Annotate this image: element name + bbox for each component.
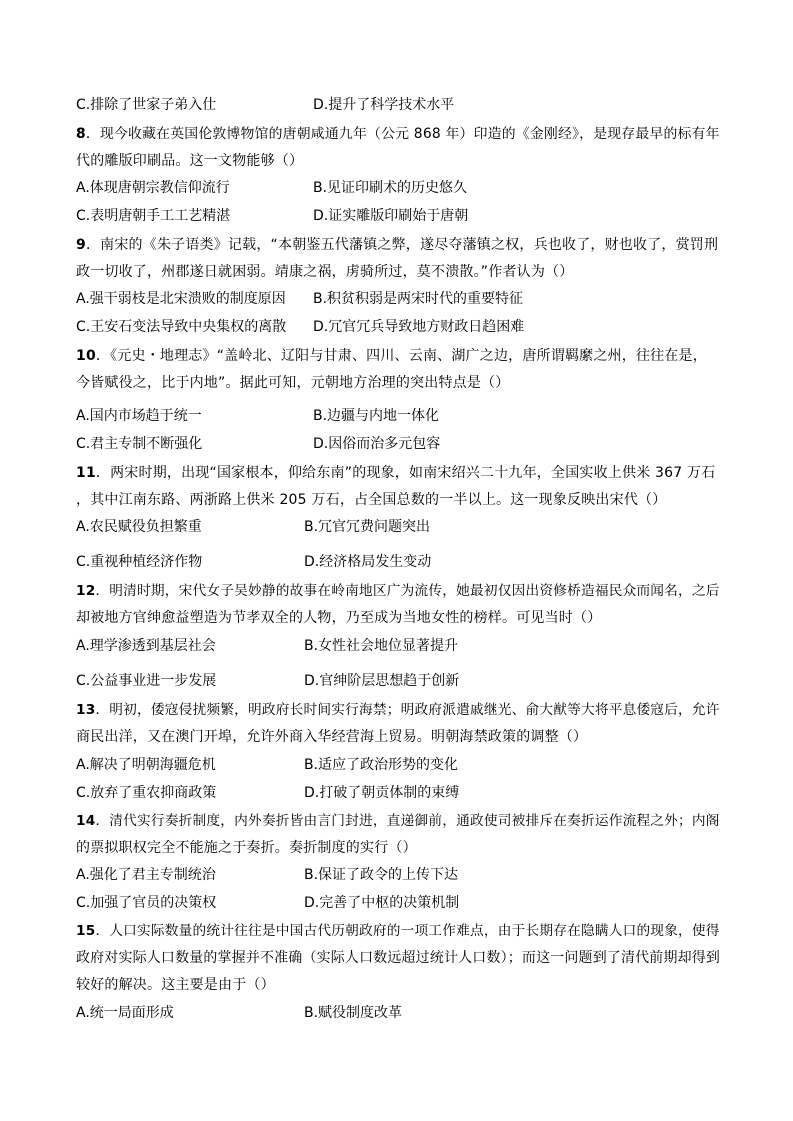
q12-number: 12	[76, 583, 96, 599]
q10-option-d: D.因俗而治多元包容	[313, 436, 441, 452]
q9-line-1	[76, 235, 718, 255]
q11-line-2: ，其中江南东路、两浙路上供米 205 万石，占全国总数的一半以上。这一现象反映出宋代（）	[76, 492, 667, 508]
q8-number: 8	[76, 126, 86, 142]
q14-option-d: D.完善了中枢的决策机制	[304, 895, 460, 911]
q15-stem-1: ．人口实际数量的统计往往是中国古代历朝政府的一项工作难点，由于长期存在隐瞒人口的现象，使得	[95, 923, 720, 939]
q12-option-d: D.官绅阶层思想趋于创新	[304, 673, 460, 689]
q11-option-b: B.冗官冗费问题突出	[304, 519, 431, 535]
q12-line-1	[76, 581, 720, 601]
q10-option-b: B.边疆与内地一体化	[313, 408, 440, 424]
q13-option-c: C.放弃了重农抑商政策	[76, 785, 217, 801]
q15-option-a: A.统一局面形成	[76, 1005, 174, 1021]
q10-line-2: 今皆赋役之，比于内地”。据此可知，元朝地方治理的突出特点是（）	[76, 375, 510, 391]
q13-line-1	[76, 700, 720, 720]
q8-option-c: C.表明唐朝手工工艺精湛	[76, 208, 231, 224]
q12-line-2: 却被地方官绅愈益塑造为节孝双全的人物，乃至成为当地女性的榜样。可见当时（）	[76, 610, 602, 626]
q15-line-1	[76, 921, 720, 941]
q8-option-b: B.见证印刷术的历史悠久	[313, 180, 468, 196]
q8-option-d: D.证实雕版印刷始于唐朝	[313, 208, 469, 224]
q9-option-a: A.强干弱枝是北宋溃败的制度原因	[76, 291, 286, 307]
q9-option-c: C.王安石变法导致中央集权的离散	[76, 319, 287, 335]
q9-number: 9	[76, 237, 86, 253]
q11-number: 11	[76, 465, 96, 481]
q14-line-1	[76, 811, 720, 831]
q13-line-2: 商民出洋，又在澳门开埠，允许外商入华经营海上贸易。明朝海禁政策的调整（）	[76, 729, 588, 745]
q10-option-a: A.国内市场趋于统一	[76, 408, 202, 424]
q14-option-c: C.加强了官员的决策权	[76, 895, 217, 911]
q11-option-d: D.经济格局发生变动	[304, 554, 432, 570]
q11-option-a: A.农民赋役负担繁重	[76, 519, 202, 535]
q13-option-d: D.打破了朝贡体制的束缚	[304, 785, 460, 801]
q10-line-1	[76, 346, 707, 366]
q7-option-c: C.排除了世家子弟入仕	[76, 97, 217, 113]
q11-line-1	[76, 463, 715, 483]
q8-line-2: 代的雕版印刷品。这一文物能够（）	[76, 153, 304, 169]
q15-line-3: 较好的解决。这主要是由于（）	[76, 977, 275, 993]
q12-option-b: B.女性社会地位显著提升	[304, 638, 459, 654]
q12-stem-1: ．明清时期，宋代女子吴妙静的故事在岭南地区广为流传，她最初仅因出资修桥造福民众而闻名，之后	[95, 583, 720, 599]
q13-option-a: A.解决了明朝海疆危机	[76, 757, 216, 773]
q8-stem-1: ．现今收藏在英国伦敦博物馆的唐朝咸通九年（公元 868 年）印造的《金刚经》，是现存最早的标有年	[85, 126, 720, 142]
q9-option-d: D.冗官冗兵导致地方财政日趋困难	[313, 319, 525, 335]
q9-stem-1: ．南宋的《朱子语类》记载，“本朝鉴五代藩镇之弊，遂尽夺藩镇之权，兵也收了，财也收了，赏罚刑	[85, 237, 719, 253]
q13-stem-1: ．明初，倭寇侵扰频繁，明政府长时间实行海禁；明政府派遣戚继光、俞大猷等大将平息倭寇后，允许	[95, 702, 720, 718]
q13-option-b: B.适应了政治形势的变化	[304, 757, 459, 773]
q14-stem-1: ．清代实行奏折制度，内外奏折皆由言门封进，直递御前，通政使司被排斥在奏折运作流程之外；内阁	[95, 813, 720, 829]
q13-number: 13	[76, 702, 96, 718]
q11-option-c: C.重视种植经济作物	[76, 554, 203, 570]
q15-line-2: 政府对实际人口数量的掌握并不准确（实际人口数远超过统计人口数）；而这一问题到了清代前期却得到	[76, 950, 721, 966]
q7-option-d: D.提升了科学技术水平	[313, 97, 455, 113]
q10-option-c: C.君主专制不断强化	[76, 436, 203, 452]
q14-line-2: 的票拟职权完全不能施之于奏折。奏折制度的实行（）	[76, 840, 417, 856]
q14-number: 14	[76, 813, 96, 829]
q8-option-a: A.体现唐朝宗教信仰流行	[76, 180, 230, 196]
q12-option-c: C.公益事业进一步发展	[76, 673, 217, 689]
q10-number: 10	[76, 348, 96, 364]
q9-line-2: 政一切收了，州郡遂日就困弱。靖康之祸，虏骑所过，莫不溃散。”作者认为（）	[76, 264, 574, 280]
q12-option-a: A.理学渗透到基层社会	[76, 638, 216, 654]
q8-line-1	[76, 124, 720, 144]
q11-stem-1: ．两宋时期，出现“国家根本，仰给东南”的现象，如南宋绍兴二十九年，全国实收上供米 367 万石	[95, 465, 716, 481]
q14-option-b: B.保证了政令的上传下达	[304, 867, 459, 883]
q15-number: 15	[76, 923, 96, 939]
q10-stem-1: ．《元史・地理志》“盖岭北、辽阳与甘肃、四川、云南、湖广之边，唐所谓羁縻之州，往往在是，	[95, 348, 707, 364]
q9-option-b: B.积贫积弱是两宋时代的重要特征	[313, 291, 524, 307]
q15-option-b: B.赋役制度改革	[304, 1005, 403, 1021]
q14-option-a: A.强化了君主专制统治	[76, 867, 216, 883]
